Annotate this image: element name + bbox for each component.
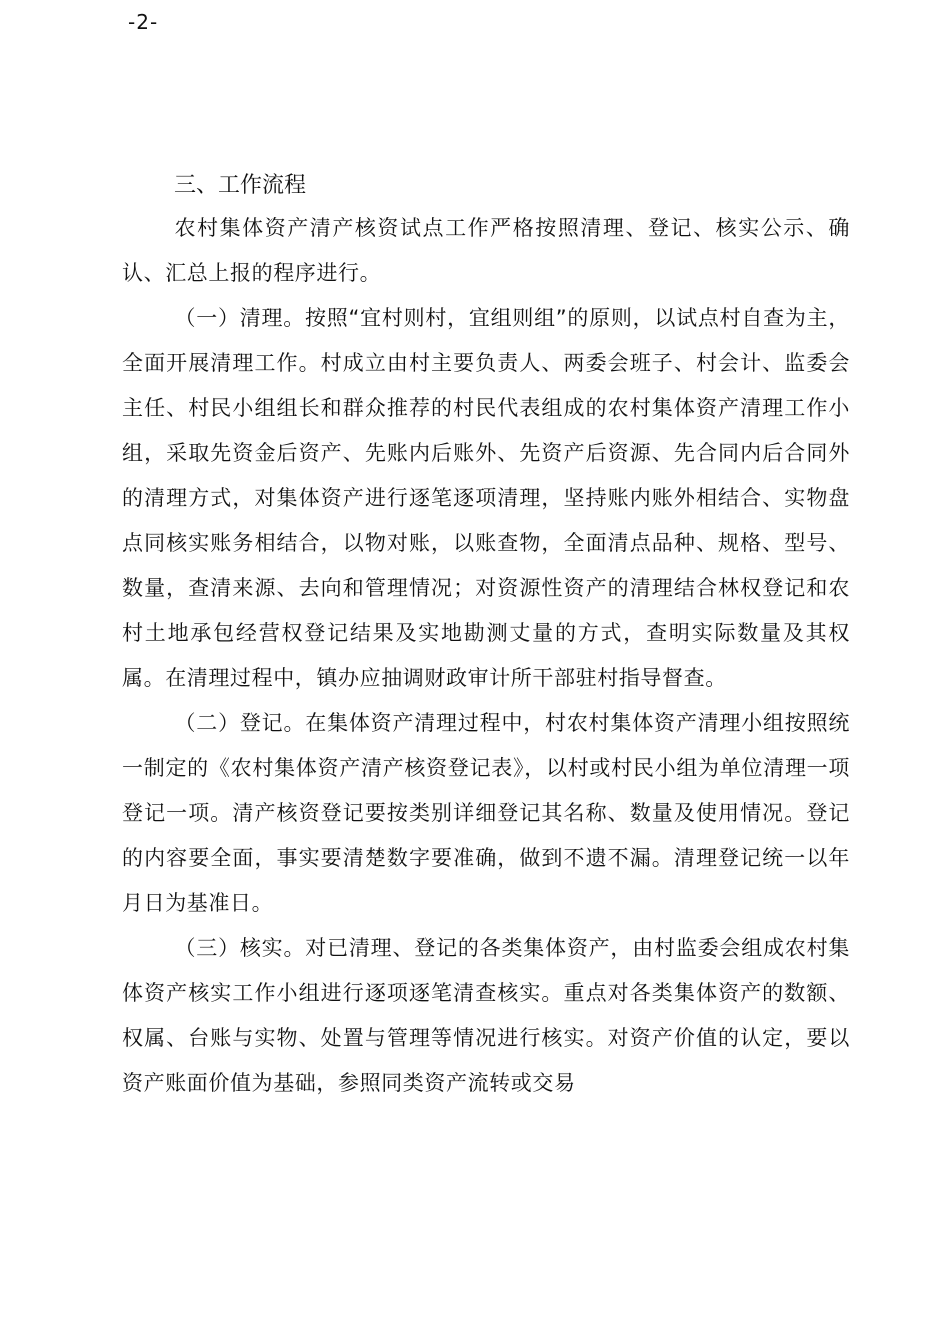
section-heading: 三、工作流程 — [174, 173, 307, 198]
paragraph-cleanup: （一）清理。按照“宜村则村，宜组则组”的原则，以试点村自查为主，全面开展清理工作。村成立由村主要负责人、两委会班子、村会计、监委会主任、村民小组组长和群众推荐的村民代表组成的农村集体资产清理工作小组，采取先资金后资产、先账内后账外、先资产后资源、先合同内后合同外的清理方式，对集体资产进行逐笔逐项清理，坚持账内账外相结合、实物盘点同核实账务相结合，以物对账，以账查物，全面清点品种、规格、型号、数量，查清来源、去向和管理情况；对资源性资产的清理结合林权登记和农村土地承包经营权登记结果及实地勘测丈量的方式，查明实际数量及其权属。在清理过程中，镇办应抽调财政审计所干部驻村指导督查。 — [122, 306, 850, 690]
intro-paragraph: 农村集体资产清产核资试点工作严格按照清理、登记、核实公示、确认、汇总上报的程序进行。 — [122, 216, 850, 285]
paragraph-registration: （二）登记。在集体资产清理过程中，村农村集体资产清理小组按照统一制定的《农村集体资产清产核资登记表》，以村或村民小组为单位清理一项登记一项。清产核资登记要按类别详细登记其名称、数量及使用情况。登记的内容要全面，事实要清楚数字要准确，做到不遗不漏。清理登记统一以年月日为基准日。 — [122, 711, 850, 915]
page-number: -2- — [128, 10, 159, 34]
paragraph-verification: （三）核实。对已清理、登记的各类集体资产，由村监委会组成农村集体资产核实工作小组进行逐项逐笔清查核实。重点对各类集体资产的数额、权属、台账与实物、处置与管理等情况进行核实。对资产价值的认定，要以资产账面价值为基础，参照同类资产流转或交易 — [122, 936, 850, 1095]
document-body — [122, 166, 850, 1106]
